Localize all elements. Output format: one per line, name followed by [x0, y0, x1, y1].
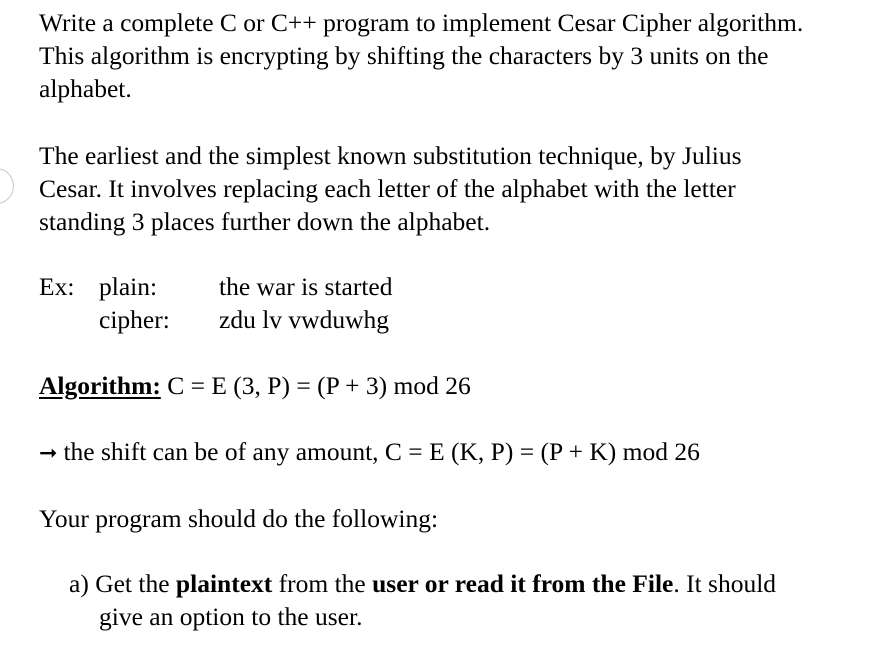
algorithm-label: Algorithm: — [39, 371, 161, 400]
example-cipher-key: cipher: — [99, 305, 170, 334]
description-paragraph — [39, 139, 889, 238]
algorithm-formula: C = E (3, P) = (P + 3) mod 26 — [160, 371, 471, 400]
algorithm-line — [39, 369, 471, 402]
list-item-a-text-3: . It should — [673, 569, 777, 598]
task-intro: Your program should do the following: — [39, 504, 439, 533]
edge-circle-decoration — [0, 168, 14, 204]
list-item-a-line-2: give an option to the user. — [99, 602, 363, 631]
example-label: Ex: — [39, 272, 75, 301]
list-item-a-line-1 — [69, 567, 776, 600]
example-plain-value: the war is started — [219, 272, 393, 301]
right-arrow-icon: ➞ — [39, 441, 58, 466]
list-item-a-bold-2: user or read it from the File — [372, 569, 674, 598]
shift-note-line — [39, 435, 700, 470]
intro-line-1: Write a complete C or C++ program to implement Cesar Cipher algorithm. — [39, 8, 804, 37]
list-item-a-text-1: Get the — [95, 569, 176, 598]
description-line-1: The earliest and the simplest known substitution technique, by Julius — [39, 141, 742, 170]
intro-paragraph — [39, 6, 889, 105]
intro-line-3: alphabet. — [39, 74, 132, 103]
list-item-a — [69, 567, 776, 633]
list-item-a-marker: a) — [69, 569, 96, 598]
intro-line-2: This algorithm is encrypting by shifting the characters by 3 units on the — [39, 41, 769, 70]
example-plain-key: plain: — [99, 272, 158, 301]
description-line-2: Cesar. It involves replacing each letter of the alphabet with the letter — [39, 174, 736, 203]
description-line-3: standing 3 places further down the alphabet. — [39, 207, 491, 236]
shift-note-text: the shift can be of any amount, C = E (K, P) = (P + K) mod 26 — [63, 437, 700, 466]
list-item-a-text-2: from the — [272, 569, 373, 598]
list-item-a-bold-1: plaintext — [175, 569, 273, 598]
example-cipher-value: zdu lv vwduwhg — [219, 305, 389, 334]
